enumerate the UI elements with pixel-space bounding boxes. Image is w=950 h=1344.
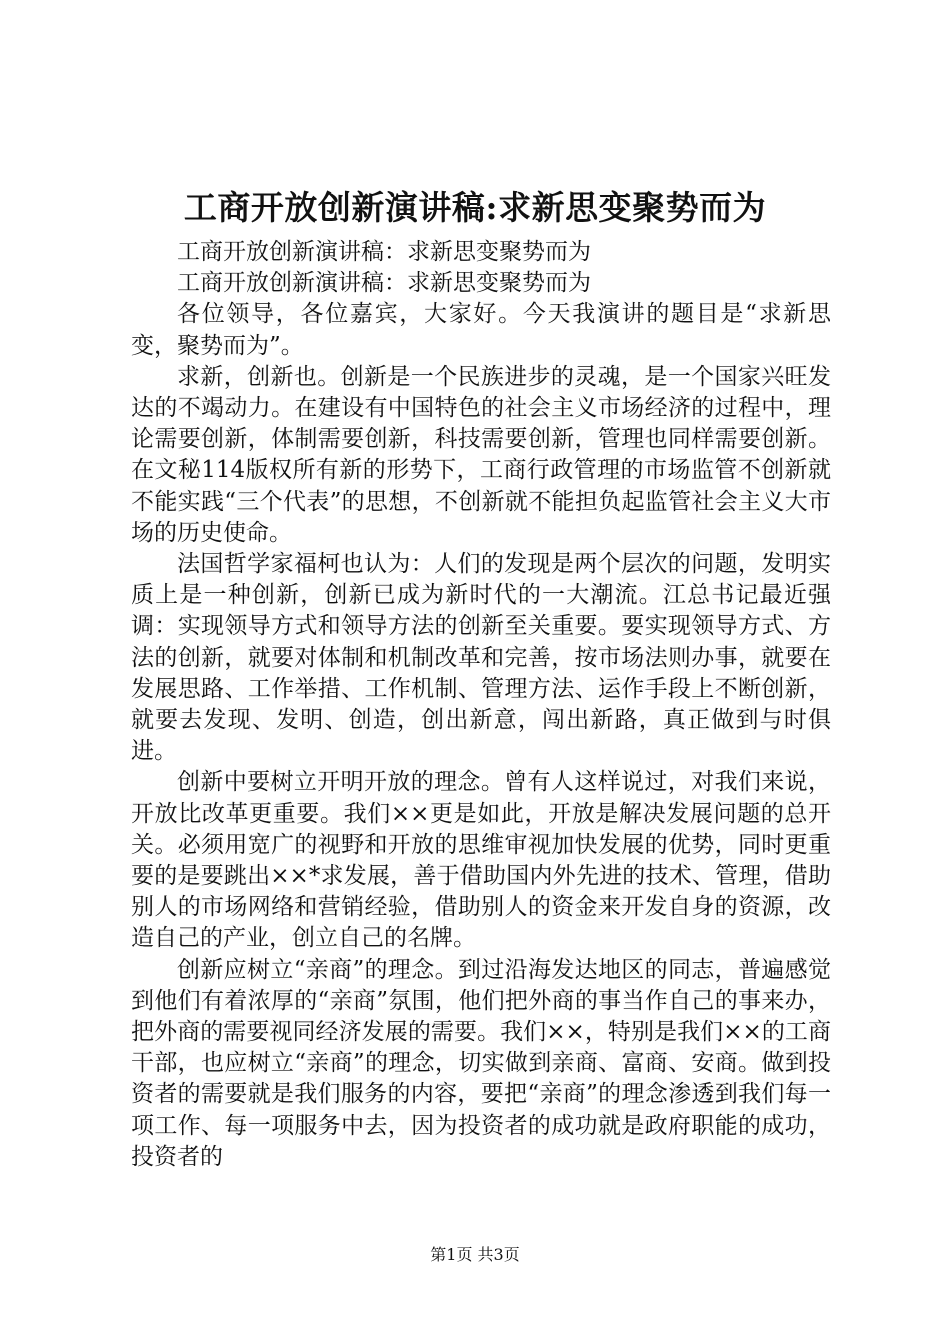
document-body xyxy=(131,237,831,1173)
paragraph: 法国哲学家福柯也认为：人们的发现是两个层次的问题，发明实质上是一种创新，创新已成为新时代的一大潮流。江总书记最近强调：实现领导方式和领导方法的创新至关重要。要实现领导方式、方法的创新，就要对体制和机制改革和完善，按市场法则办事，就要在发展思路、工作举措、工作机制、管理方法、运作手段上不断创新，就要去发现、发明、创造，创出新意，闯出新路，真正做到与时俱进。 xyxy=(131,551,831,765)
paragraph: 工商开放创新演讲稿：求新思变聚势而为 xyxy=(177,270,591,297)
paragraph: 创新应树立“亲商”的理念。到过沿海发达地区的同志，普遍感觉到他们有着浓厚的“亲商”氛围，他们把外商的事当作自己的事来办，把外商的需要视同经济发展的需要。我们××，特别是我们××的工商干部，也应树立“亲商”的理念，切实做到亲商、富商、安商。做到投资者的需要就是我们服务的内容，要把“亲商”的理念渗透到我们每一项工作、每一项服务中去，因为投资者的成功就是政府职能的成功，投资者的 xyxy=(131,956,831,1170)
document-title: 工商开放创新演讲稿:求新思变聚势而为 xyxy=(183,188,767,227)
paragraph: 求新，创新也。创新是一个民族进步的灵魂，是一个国家兴旺发达的不竭动力。在建设有中国特色的社会主义市场经济的过程中，理论需要创新，体制需要创新，科技需要创新，管理也同样需要创新。在文秘114版权所有新的形势下，工商行政管理的市场监管不创新就不能实践“三个代表”的思想，不创新就不能担负起监管社会主义大市场的历史使命。 xyxy=(131,363,831,546)
paragraph: 工商开放创新演讲稿：求新思变聚势而为 xyxy=(177,239,591,265)
paragraph: 创新中要树立开明开放的理念。曾有人这样说过，对我们来说，开放比改革更重要。我们××更是如此，开放是解决发展问题的总开关。必须用宽广的视野和开放的思维审视加快发展的优势，同时更重要的是要跳出××*求发展，善于借助国内外先进的技术、管理，借助别人的市场网络和营销经验，借助别人的资金来开发自身的资源，改造自己的产业，创立自己的名牌。 xyxy=(131,769,831,952)
page-footer: 第1页 共3页 xyxy=(430,1245,520,1264)
paragraph: 各位领导，各位嘉宾，大家好。今天我演讲的题目是“求新思变，聚势而为”。 xyxy=(131,301,831,359)
